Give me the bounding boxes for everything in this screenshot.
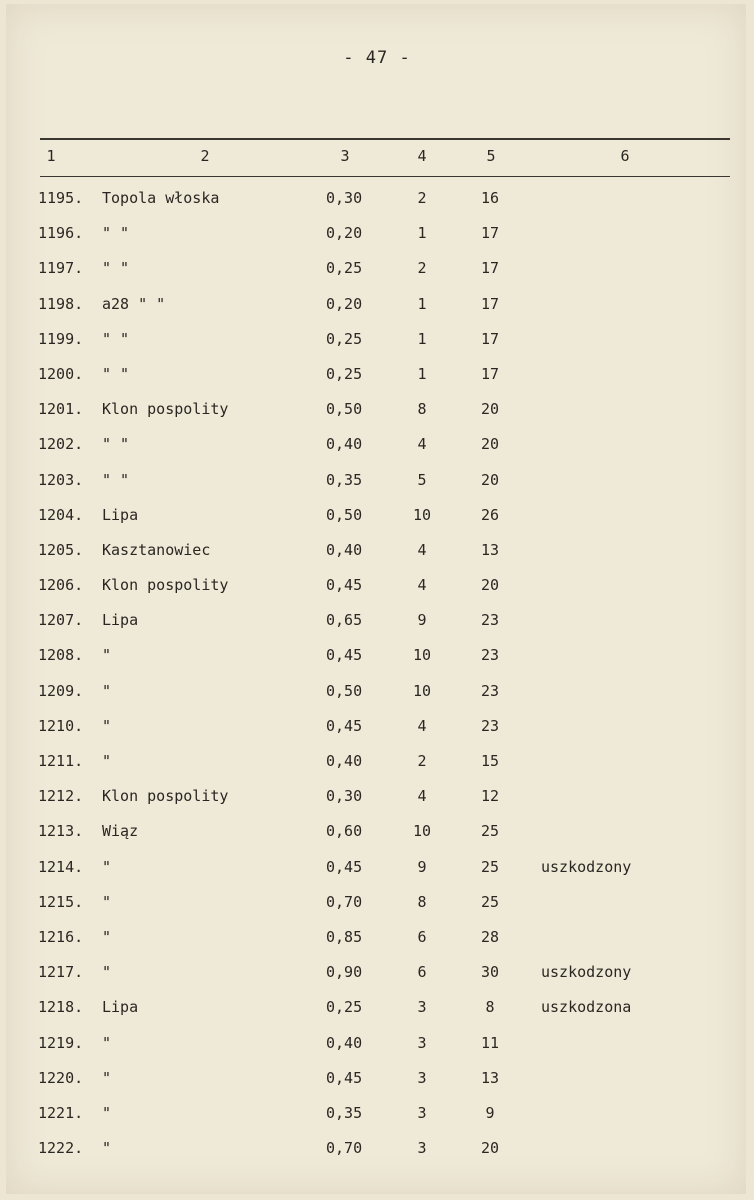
table-row <box>0 1139 754 1174</box>
table-header-rule <box>40 176 730 177</box>
tree-species: Lipa <box>102 998 139 1017</box>
count-value: 9 <box>417 857 427 876</box>
count-value: 4 <box>417 787 427 806</box>
tree-species: Topola włoska <box>102 189 220 207</box>
tree-species: " <box>102 892 112 911</box>
height-value: 11 <box>480 1033 500 1052</box>
count-value: 4 <box>417 716 427 735</box>
count-value: 4 <box>417 576 427 595</box>
height-value: 30 <box>480 963 500 982</box>
trunk-diameter: 0,70 <box>326 1139 363 1158</box>
table-row <box>0 330 754 365</box>
table-row <box>0 295 754 330</box>
trunk-diameter: 0,50 <box>326 681 363 700</box>
height-value: 8 <box>485 998 495 1017</box>
trunk-diameter: 0,90 <box>326 963 363 982</box>
tree-species: " " <box>102 329 130 348</box>
tree-species: " <box>102 1139 112 1158</box>
count-value: 1 <box>417 224 427 243</box>
count-value: 3 <box>417 1103 427 1122</box>
row-number: 1213. <box>38 822 84 841</box>
count-value: 10 <box>412 505 432 524</box>
height-value: 9 <box>485 1103 495 1122</box>
column-header-5: 5 <box>486 147 496 165</box>
height-value: 13 <box>480 1068 500 1087</box>
row-number: 1195. <box>38 189 84 207</box>
table-row <box>0 893 754 928</box>
row-number: 1210. <box>38 716 84 735</box>
count-value: 1 <box>417 294 427 313</box>
tree-species: " <box>102 646 112 665</box>
table-row <box>0 928 754 963</box>
tree-species: " " <box>102 470 130 489</box>
row-number: 1215. <box>38 892 84 911</box>
height-value: 26 <box>480 505 500 524</box>
trunk-diameter: 0,50 <box>326 400 363 419</box>
height-value: 17 <box>480 364 500 383</box>
trunk-diameter: 0,30 <box>326 787 363 806</box>
count-value: 10 <box>412 822 432 841</box>
trunk-diameter: 0,45 <box>326 576 363 595</box>
count-value: 2 <box>417 752 427 770</box>
height-value: 17 <box>480 259 500 278</box>
count-value: 10 <box>412 646 432 665</box>
count-value: 1 <box>417 364 427 383</box>
trunk-diameter: 0,45 <box>326 857 363 876</box>
height-value: 23 <box>480 611 500 630</box>
table-row <box>0 365 754 400</box>
count-value: 2 <box>417 259 427 278</box>
height-value: 20 <box>480 1139 500 1158</box>
row-number: 1197. <box>38 259 84 278</box>
column-header-3: 3 <box>340 147 350 165</box>
tree-species: a28 " " <box>102 294 166 313</box>
table-row <box>0 752 754 787</box>
column-header-4: 4 <box>417 147 427 165</box>
trunk-diameter: 0,40 <box>326 752 363 770</box>
row-number: 1208. <box>38 646 84 665</box>
tree-species: " " <box>102 435 130 454</box>
table-row <box>0 611 754 646</box>
table-row <box>0 1104 754 1139</box>
count-value: 3 <box>417 1033 427 1052</box>
table-row <box>0 717 754 752</box>
tree-species: Klon pospolity <box>102 400 229 419</box>
table-row <box>0 435 754 470</box>
tree-species: " <box>102 752 112 770</box>
tree-species: Kasztanowiec <box>102 540 211 559</box>
trunk-diameter: 0,40 <box>326 540 363 559</box>
table-row <box>0 963 754 998</box>
tree-species: " <box>102 963 112 982</box>
table-row <box>0 576 754 611</box>
count-value: 6 <box>417 927 427 946</box>
trunk-diameter: 0,85 <box>326 927 363 946</box>
height-value: 15 <box>480 752 500 770</box>
row-number: 1214. <box>38 857 84 876</box>
height-value: 28 <box>480 927 500 946</box>
trunk-diameter: 0,25 <box>326 259 363 278</box>
count-value: 9 <box>417 611 427 630</box>
row-number: 1209. <box>38 681 84 700</box>
table-top-rule <box>40 138 730 140</box>
height-value: 25 <box>480 822 500 841</box>
trunk-diameter: 0,20 <box>326 294 363 313</box>
row-number: 1202. <box>38 435 84 454</box>
tree-species: " <box>102 1103 112 1122</box>
count-value: 3 <box>417 998 427 1017</box>
count-value: 2 <box>417 189 427 207</box>
column-header-2: 2 <box>200 147 210 165</box>
tree-species: Lipa <box>102 505 139 524</box>
height-value: 20 <box>480 435 500 454</box>
table-header-row <box>0 147 754 169</box>
remarks: uszkodzony <box>541 963 632 982</box>
height-value: 25 <box>480 892 500 911</box>
row-number: 1216. <box>38 927 84 946</box>
trunk-diameter: 0,40 <box>326 435 363 454</box>
trunk-diameter: 0,70 <box>326 892 363 911</box>
row-number: 1206. <box>38 576 84 595</box>
table-row <box>0 224 754 259</box>
row-number: 1199. <box>38 329 84 348</box>
table-body <box>0 189 754 1174</box>
tree-species: " <box>102 716 112 735</box>
tree-species: " <box>102 857 112 876</box>
table-row <box>0 822 754 857</box>
tree-species: " " <box>102 364 130 383</box>
row-number: 1207. <box>38 611 84 630</box>
height-value: 17 <box>480 329 500 348</box>
trunk-diameter: 0,25 <box>326 998 363 1017</box>
trunk-diameter: 0,35 <box>326 470 363 489</box>
remarks: uszkodzona <box>541 998 632 1017</box>
tree-species: " <box>102 927 112 946</box>
column-header-6: 6 <box>620 147 630 165</box>
count-value: 5 <box>417 470 427 489</box>
row-number: 1222. <box>38 1139 84 1158</box>
trunk-diameter: 0,25 <box>326 364 363 383</box>
table-row <box>0 998 754 1033</box>
height-value: 16 <box>480 189 500 207</box>
count-value: 1 <box>417 329 427 348</box>
tree-species: " <box>102 681 112 700</box>
trunk-diameter: 0,60 <box>326 822 363 841</box>
count-value: 8 <box>417 400 427 419</box>
row-number: 1196. <box>38 224 84 243</box>
trunk-diameter: 0,50 <box>326 505 363 524</box>
row-number: 1212. <box>38 787 84 806</box>
trunk-diameter: 0,25 <box>326 329 363 348</box>
tree-species: " <box>102 1033 112 1052</box>
row-number: 1204. <box>38 505 84 524</box>
tree-species: Wiąz <box>102 822 139 841</box>
height-value: 23 <box>480 716 500 735</box>
trunk-diameter: 0,45 <box>326 716 363 735</box>
count-value: 8 <box>417 892 427 911</box>
table-row <box>0 646 754 681</box>
row-number: 1218. <box>38 998 84 1017</box>
count-value: 3 <box>417 1139 427 1158</box>
count-value: 4 <box>417 540 427 559</box>
height-value: 17 <box>480 224 500 243</box>
row-number: 1201. <box>38 400 84 419</box>
height-value: 25 <box>480 857 500 876</box>
row-number: 1200. <box>38 364 84 383</box>
table-row <box>0 471 754 506</box>
count-value: 3 <box>417 1068 427 1087</box>
trunk-diameter: 0,45 <box>326 646 363 665</box>
column-header-1: 1 <box>46 147 56 165</box>
height-value: 17 <box>480 294 500 313</box>
table-row <box>0 506 754 541</box>
trunk-diameter: 0,20 <box>326 224 363 243</box>
count-value: 6 <box>417 963 427 982</box>
height-value: 20 <box>480 470 500 489</box>
height-value: 23 <box>480 646 500 665</box>
tree-species: " " <box>102 224 130 243</box>
tree-species: Klon pospolity <box>102 576 229 595</box>
table-row <box>0 1069 754 1104</box>
row-number: 1211. <box>38 752 84 770</box>
table-row <box>0 1034 754 1069</box>
table-row <box>0 541 754 576</box>
row-number: 1221. <box>38 1103 84 1122</box>
table-row <box>0 400 754 435</box>
row-number: 1205. <box>38 540 84 559</box>
tree-species: " <box>102 1068 112 1087</box>
table-row <box>0 787 754 822</box>
table-row <box>0 682 754 717</box>
row-number: 1219. <box>38 1033 84 1052</box>
row-number: 1198. <box>38 294 84 313</box>
remarks: uszkodzony <box>541 857 632 876</box>
height-value: 20 <box>480 400 500 419</box>
table-row <box>0 189 754 224</box>
row-number: 1220. <box>38 1068 84 1087</box>
trunk-diameter: 0,65 <box>326 611 363 630</box>
tree-species: Lipa <box>102 611 139 630</box>
row-number: 1203. <box>38 470 84 489</box>
tree-species: Klon pospolity <box>102 787 229 806</box>
height-value: 20 <box>480 576 500 595</box>
trunk-diameter: 0,40 <box>326 1033 363 1052</box>
page-number: - 47 - <box>343 48 411 68</box>
trunk-diameter: 0,35 <box>326 1103 363 1122</box>
trunk-diameter: 0,30 <box>326 189 363 207</box>
table-row <box>0 858 754 893</box>
count-value: 4 <box>417 435 427 454</box>
height-value: 23 <box>480 681 500 700</box>
row-number: 1217. <box>38 963 84 982</box>
count-value: 10 <box>412 681 432 700</box>
height-value: 12 <box>480 787 500 806</box>
trunk-diameter: 0,45 <box>326 1068 363 1087</box>
tree-species: " " <box>102 259 130 278</box>
height-value: 13 <box>480 540 500 559</box>
table-row <box>0 259 754 294</box>
